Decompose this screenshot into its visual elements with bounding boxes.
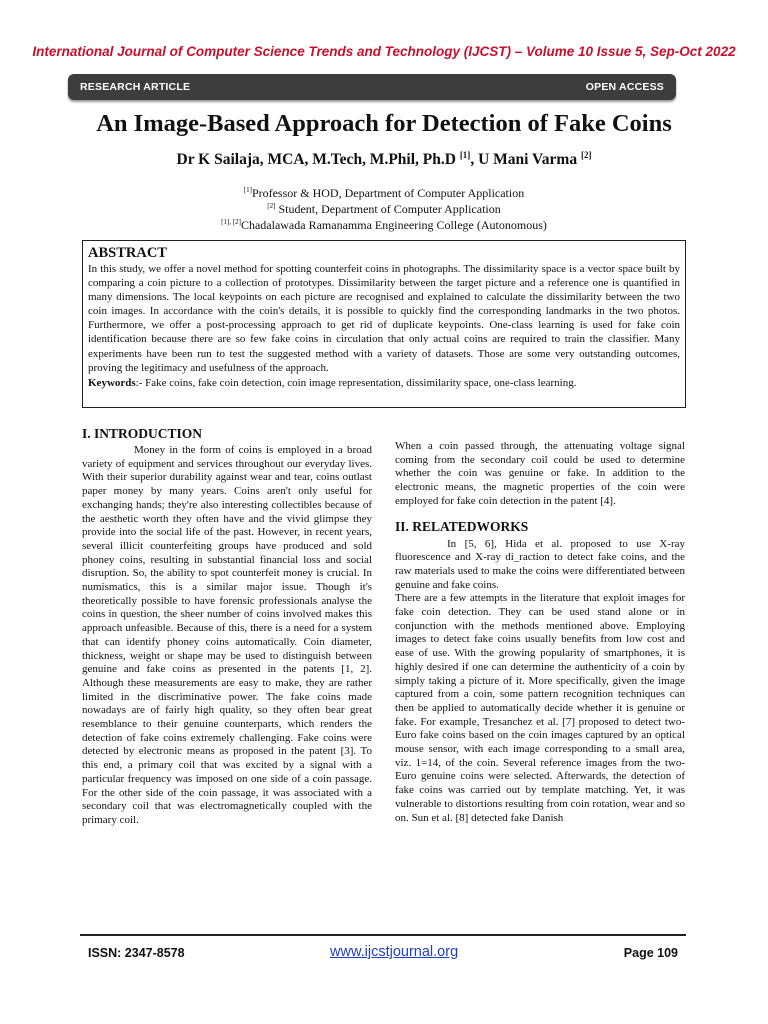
- related-works-paragraph-2: There are a few attempts in the literature that exploit images for fake coin detection. They can be used stand alone or in conjunction with the methods mentioned above. Employing images to detect fake coins usually benefits from low cost and ease of use. With the growing popularity of smartphones, it is highly desired if one can determine the authenticity of a coin by simply taking a picture of it. More specifically, given the image captured from a coin, some pattern recognition techniques can then be applied to automatically decide whether it is genuine or fake. For example, Tresanchez et al. [7] proposed to detect two-Euro fake coins based on the coin images captured by an optical mouse sensor, with each image corresponding to a small area, viz. 1=14, of the coin. Several reference images from the two- Euro genuine coins were selected. Afterwards, the detection of fake coins was carried out by template matching. Yet, it was vulnerable to distortions resulting from coin rotation, wear and so on. Sun et al. [8] detected fake Danish: [395, 592, 685, 824]
- affiliation-2-text: Student, Department of Computer Application: [275, 202, 501, 216]
- article-type-label: RESEARCH ARTICLE: [80, 81, 191, 93]
- issn-label: ISSN: 2347-8578: [88, 946, 185, 960]
- author-2: U Mani Varma: [478, 151, 578, 169]
- affiliation-1-ref: [1]: [243, 186, 252, 194]
- affiliation-3-text: Chadalawada Ramanamma Engineering College (Autonomous): [240, 218, 547, 232]
- author-1-ref: [1]: [459, 150, 471, 160]
- affiliation-1-text: Professor & HOD, Department of Computer Application: [251, 186, 525, 200]
- page-number: Page 109: [623, 946, 678, 960]
- affiliation-2: [0, 202, 768, 217]
- journal-header: International Journal of Computer Science Trends and Technology (IJCST) – Volume 10 Issue 5, Sep-Oct 2022: [32, 44, 736, 59]
- author-1: Dr K Sailaja, MCA, M.Tech, M.Phil, Ph.D: [176, 151, 456, 169]
- related-works-heading: II. RELATEDWORKS: [395, 518, 529, 534]
- related-works-paragraph-1: In [5, 6], Hida et al. proposed to use X-ray fluorescence and X-ray di_raction to detect fake coins, and the raw materials used to make the coins were differentiated between genuine and fake coins.: [395, 537, 685, 591]
- affiliation-3: [0, 218, 768, 233]
- keywords-line: [88, 376, 680, 391]
- right-column: [395, 440, 685, 825]
- article-banner: [68, 74, 676, 100]
- author-separator: ,: [470, 151, 479, 169]
- open-access-label: OPEN ACCESS: [585, 81, 664, 93]
- abstract-box: [82, 240, 686, 408]
- left-column: [82, 424, 372, 828]
- journal-website-link[interactable]: www.ijcstjournal.org: [330, 944, 459, 960]
- keywords-label: Keywords: [88, 376, 136, 389]
- affiliation-1: [0, 186, 768, 201]
- keywords-text: Fake coins, fake coin detection, coin image representation, dissimilarity space, one-class learning.: [145, 376, 577, 389]
- affiliation-2-ref: [2]: [267, 202, 276, 210]
- introduction-paragraph: Money in the form of coins is employed in a broad variety of equipment and services throughout our everyday lives. With their superior durability against wear and tear, coins outlast paper money by many years. Coins aren't only useful for exchanging hands; they're also interesting collectibles because of the aesthetic worth they often have and the vivid glimpse they provide into the social life of the past. However, in recent years, several illicit counterfeiting groups have produced and sold phoney coins, resulting in substantial financial loss and social disruption. So, the ability to spot counterfeit money is crucial. In numismatics, this is a similar major issue. Though it's theoretically possible to have forensic professionals analyse the coins in question, the sheer number of coins involved makes this approach unfeasible. Because of this, there is a need for a system that can identify phoney coins automatically. Coin diameter, thickness, weight or shape may be used to distinguish between genuine and fake coins as presented in the patents [1, 2]. Although these measurements are easy to make, they are rather limited in the discriminative power. The fake coins made nowadays are of fairly high quality, so they often bear great resemblance to their genuine counterparts, which renders the detection of fake coins extremely challenging. Fake coins were detected by electronic means as proposed in the patent [3]. To this end, a primary coil that was excited by a signal with a particular frequency was imposed on one side of a coin passage. For the other side of the coin passage, it was associated with a secondary coil that was electromagnetically coupled with the primary coil.: [82, 444, 372, 826]
- affiliation-3-ref: [1], [2]: [221, 218, 241, 226]
- footer-divider: [80, 934, 686, 936]
- keywords-separator: :-: [135, 376, 146, 389]
- abstract-heading: ABSTRACT: [88, 245, 167, 261]
- author-line: [0, 150, 768, 169]
- author-2-ref: [2]: [580, 150, 592, 160]
- page-footer: [80, 944, 686, 964]
- introduction-continued-paragraph: When a coin passed through, the attenuating voltage signal coming from the secondary coil could be used to determine whether the coin was genuine or fake. In addition to the electronic means, the magnetic properties of the coin were employed for fake coin detection in the patent [4].: [395, 440, 685, 507]
- paper-title: An Image-Based Approach for Detection of Fake Coins: [96, 110, 672, 137]
- introduction-heading: I. INTRODUCTION: [82, 426, 203, 441]
- abstract-text: In this study, we offer a novel method for spotting counterfeit coins in photographs. The dissimilarity space is a vector space built by comparing a coin picture to a collection of prototypes. Dissimilarity between the target picture and a reference one is quantified in many dimensions. The local keypoints on each picture are recognised and explained to calculate the dissimilarity between the two coin images. In accordance with the coin's details, it is possible to quickly find the corresponding landmarks in the two photos. Furthermore, we offer a post-processing approach to get rid of duplicate keypoints. One-class learning is used for fake coin identification because there are so few fake coins in circulation that only actual coins are required to train the classifier. Many experiments have been run to test the suggested method with a variety of datasets. Those are some very outstanding outcomes, proving the legitimacy and usefulness of the approach.: [88, 263, 680, 374]
